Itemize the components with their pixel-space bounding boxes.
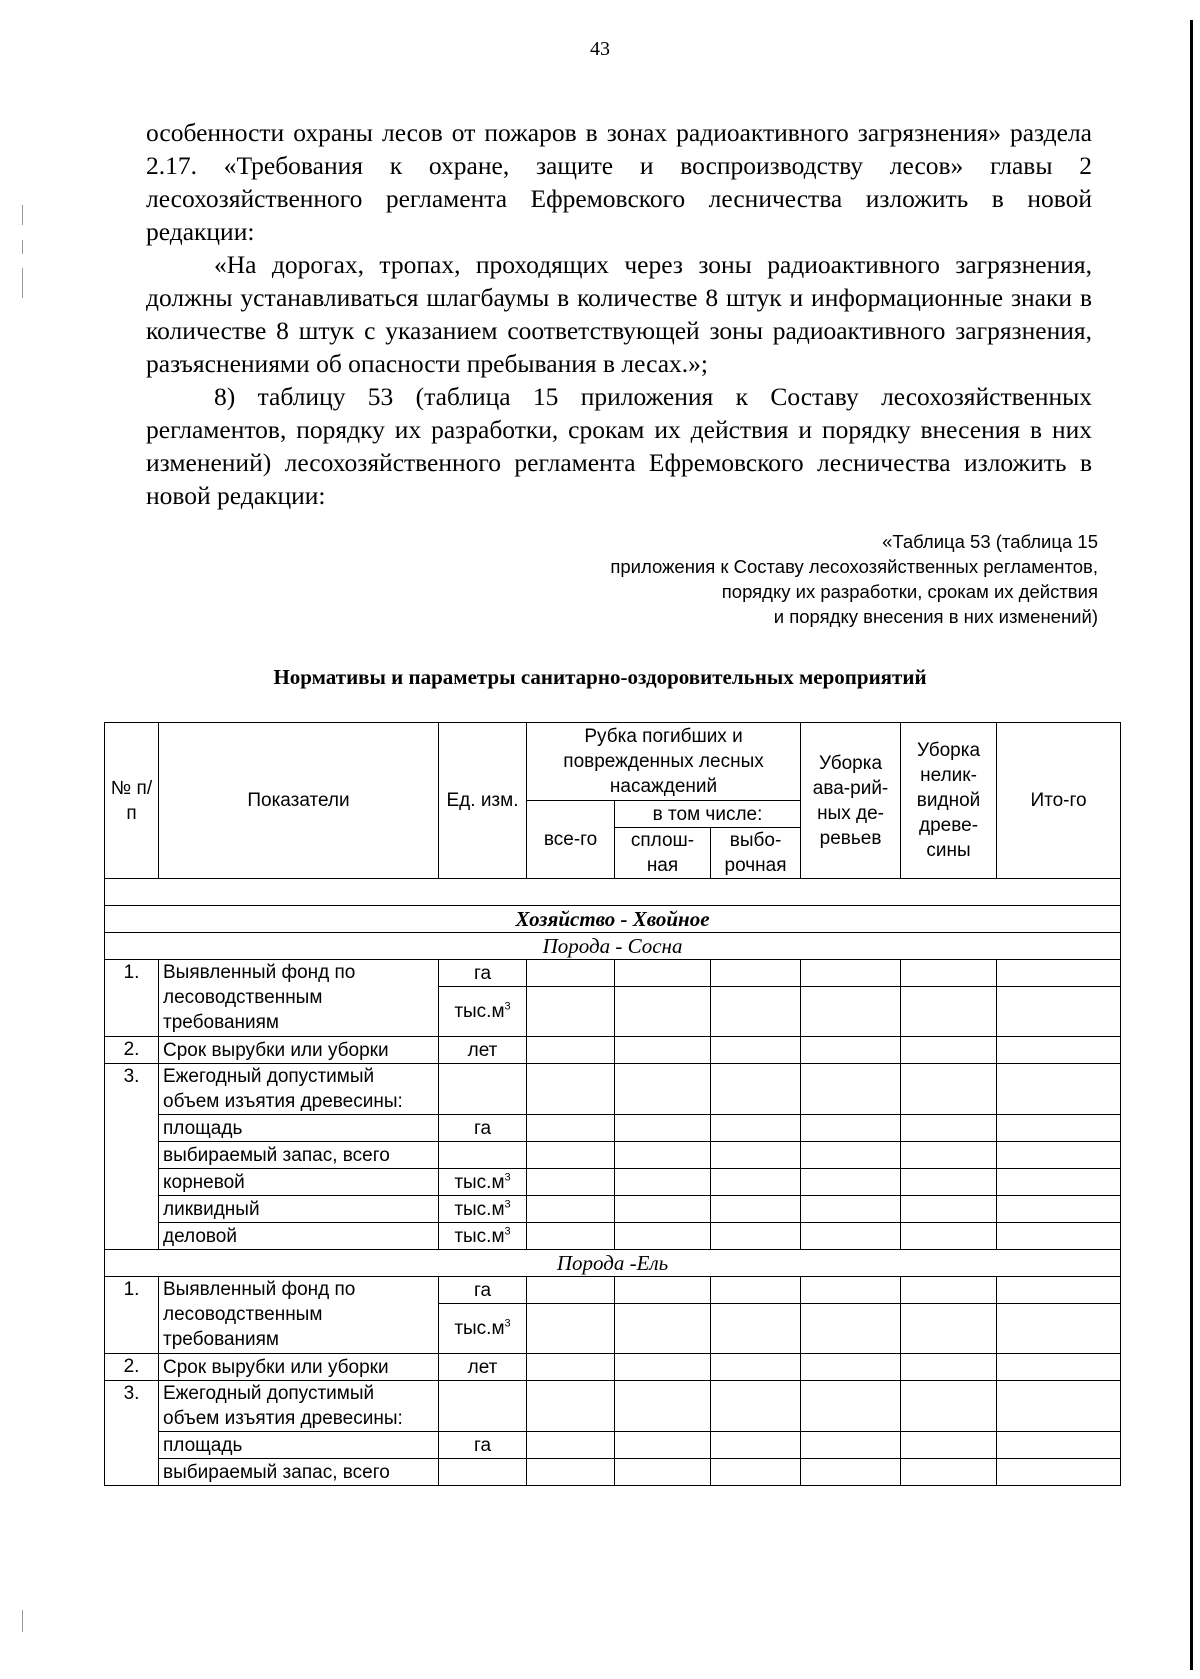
row-label: Ежегодный допустимый объем изъятия древесины:: [159, 1381, 439, 1432]
header-including: в том числе:: [615, 801, 801, 828]
row-label: Ежегодный допустимый объем изъятия древесины:: [159, 1064, 439, 1115]
row-label: Выявленный фонд по лесоводственным требованиям: [159, 1277, 439, 1354]
species-header: Порода -Ель: [105, 1250, 1121, 1277]
row-number: 3.: [105, 1381, 159, 1486]
header-selective: выбо-рочная: [711, 828, 801, 879]
row-label: Срок вырубки или уборки: [159, 1354, 439, 1381]
row-label: Выявленный фонд по лесоводственным требованиям: [159, 960, 439, 1037]
page-number: 43: [590, 38, 610, 60]
caption-line: приложения к Составу лесохозяйственных регламентов,: [610, 556, 1098, 577]
row-label: площадь: [159, 1432, 439, 1459]
row-number: 2.: [105, 1354, 159, 1381]
species-header: Порода - Сосна: [105, 933, 1121, 960]
header-clear: сплош-ная: [615, 828, 711, 879]
header-total: Ито-го: [997, 723, 1121, 879]
unit-cell: $тыс.м^3$: [439, 1223, 527, 1250]
page-edge-line: [1190, 20, 1193, 1670]
row-label: ликвидный: [159, 1196, 439, 1223]
margin-mark: [22, 268, 23, 298]
unit-cell: лет: [439, 1354, 527, 1381]
paragraph: 8) таблицу 53 (таблица 15 приложения к Составу лесохозяйственных регламентов, порядку их разработки, срокам их действия и порядку внесения в них изменений) лесохозяйственного регламента Ефремовского лесничества изложить в новой редакции:: [146, 382, 1092, 510]
row-label: выбираемый запас, всего: [159, 1142, 439, 1169]
norms-table: [104, 722, 1121, 1486]
body-text: [146, 116, 1092, 512]
row-number: 1.: [105, 1277, 159, 1354]
header-indicators: Показатели: [159, 723, 439, 879]
unit-cell: $тыс.м^3$: [439, 987, 527, 1037]
unit-cell: $тыс.м^3$: [439, 1304, 527, 1354]
header-unit: Ед. изм.: [439, 723, 527, 879]
unit-cell: га: [439, 960, 527, 987]
row-label: выбираемый запас, всего: [159, 1459, 439, 1486]
caption-line: порядку их разработки, срокам их действия: [721, 581, 1098, 602]
row-number: 3.: [105, 1064, 159, 1250]
header-felling: Рубка погибших и поврежденных лесных насаждений: [527, 723, 801, 801]
spacer-row: [105, 879, 1121, 906]
margin-mark: [22, 1610, 23, 1632]
caption-line: «Таблица 53 (таблица 15: [882, 531, 1098, 552]
unit-cell: га: [439, 1115, 527, 1142]
header-total-felling: все-го: [527, 801, 615, 879]
header-illiquid: Уборка нелик-видной древе-сины: [901, 723, 997, 879]
row-number: 2.: [105, 1037, 159, 1064]
header-num: № п/п: [105, 723, 159, 879]
row-label: деловой: [159, 1223, 439, 1250]
paragraph: «На дорогах, тропах, проходящих через зоны радиоактивного загрязнения, должны устанавливаться шлагбаумы в количестве 8 штук и информационные знаки в количестве 8 штук с указанием соответствующей зоны радиоактивного загрязнения, разъяснениями об опасности пребывания в лесах.»;: [146, 250, 1092, 378]
row-number: 1.: [105, 960, 159, 1037]
unit-cell: $тыс.м^3$: [439, 1169, 527, 1196]
paragraph: особенности охраны лесов от пожаров в зонах радиоактивного загрязнения» раздела 2.17. «Требования к охране, защите и воспроизводству лесов» главы 2 лесохозяйственного регламента Ефремовского лесничества изложить в новой редакции:: [146, 118, 1092, 246]
section-header: Хозяйство - Хвойное: [105, 906, 1121, 933]
unit-cell: га: [439, 1432, 527, 1459]
margin-mark: [22, 205, 23, 225]
unit-cell: $тыс.м^3$: [439, 1196, 527, 1223]
table-caption: [610, 529, 1098, 629]
table-title: Нормативы и параметры санитарно-оздоровительных мероприятий: [273, 665, 927, 689]
margin-mark: [22, 240, 23, 254]
caption-line: и порядку внесения в них изменений): [773, 606, 1098, 627]
unit-cell: га: [439, 1277, 527, 1304]
row-label: площадь: [159, 1115, 439, 1142]
unit-cell: лет: [439, 1037, 527, 1064]
header-emergency: Уборка ава-рий-ных де-ревьев: [801, 723, 901, 879]
row-label: корневой: [159, 1169, 439, 1196]
row-label: Срок вырубки или уборки: [159, 1037, 439, 1064]
